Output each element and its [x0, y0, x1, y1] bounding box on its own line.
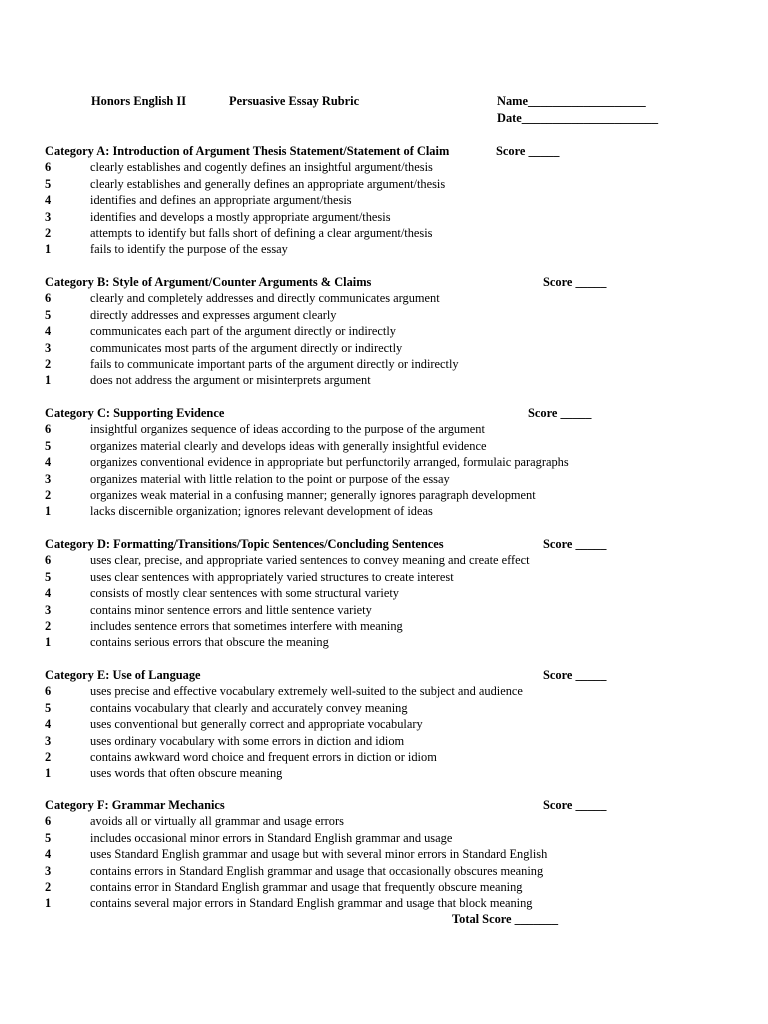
rubric-row — [45, 340, 685, 356]
criterion-text: contains serious errors that obscure the meaning — [90, 635, 329, 650]
rubric-row — [45, 863, 685, 879]
rubric-row — [45, 749, 685, 765]
score-level: 6 — [45, 684, 52, 699]
criterion-text: contains awkward word choice and frequent errors in diction or idiom — [90, 749, 437, 764]
category-b-section — [45, 274, 685, 389]
rubric-row — [45, 487, 685, 503]
score-level: 4 — [45, 586, 52, 601]
score-level: 3 — [45, 340, 52, 355]
score-level: 1 — [45, 635, 52, 650]
criterion-text: uses ordinary vocabulary with some errors in diction and idiom — [90, 733, 405, 748]
score-level: 3 — [45, 209, 52, 224]
total-score: Total Score _______ — [452, 912, 559, 926]
rubric-row — [45, 290, 685, 306]
rubric-row — [45, 569, 685, 585]
score-level: 4 — [45, 193, 52, 208]
score-level: 2 — [45, 487, 52, 502]
criterion-text: includes sentence errors that sometimes interfere with meaning — [90, 618, 403, 633]
course-title: Honors English II — [91, 94, 187, 108]
score-level: 6 — [45, 814, 52, 829]
category-a-section — [45, 143, 685, 258]
rubric-row — [45, 830, 685, 846]
score-level: 1 — [45, 504, 52, 519]
rubric-row — [45, 372, 685, 388]
criterion-text: organizes weak material in a confusing manner; generally ignores paragraph development — [90, 487, 536, 502]
rubric-row — [45, 307, 685, 323]
criterion-text: identifies and defines an appropriate argument/thesis — [90, 193, 352, 208]
category-f-score: Score _____ — [543, 798, 607, 812]
score-level: 1 — [45, 896, 52, 911]
criterion-text: organizes material clearly and develops ideas with generally insightful evidence — [90, 438, 487, 453]
score-level: 5 — [45, 307, 52, 322]
rubric-row — [45, 356, 685, 372]
criterion-text: uses clear, precise, and appropriate varied sentences to convey meaning and create effect — [90, 553, 530, 568]
rubric-row — [45, 765, 685, 781]
category-d-score: Score _____ — [543, 537, 607, 551]
criterion-text: fails to identify the purpose of the essay — [90, 242, 288, 257]
criterion-text: includes occasional minor errors in Standard English grammar and usage — [90, 830, 453, 845]
category-a-title: Category A: Introduction of Argument Thesis Statement/Statement of Claim — [45, 144, 450, 158]
criterion-text: clearly establishes and cogently defines an insightful argument/thesis — [90, 160, 433, 175]
rubric-row — [45, 454, 685, 470]
score-level: 5 — [45, 569, 52, 584]
criterion-text: identifies and develops a mostly appropriate argument/thesis — [90, 209, 391, 224]
rubric-row — [45, 159, 685, 175]
rubric-row — [45, 209, 685, 225]
score-level: 5 — [45, 438, 52, 453]
criterion-text: uses precise and effective vocabulary extremely well-suited to the subject and audience — [90, 684, 523, 699]
criterion-text: contains errors in Standard English grammar and usage that occasionally obscures meaning — [90, 863, 544, 878]
score-level: 2 — [45, 225, 52, 240]
category-f-title: Category F: Grammar Mechanics — [45, 798, 225, 812]
score-level: 6 — [45, 422, 52, 437]
rubric-row — [45, 585, 685, 601]
score-level: 3 — [45, 602, 52, 617]
criterion-text: contains error in Standard English grammar and usage that frequently obscure meaning — [90, 879, 523, 894]
category-e-score: Score _____ — [543, 668, 607, 682]
criterion-text: uses Standard English grammar and usage but with several minor errors in Standard English — [90, 847, 548, 862]
rubric-row — [45, 683, 685, 699]
rubric-row — [45, 879, 685, 895]
rubric-row — [45, 602, 685, 618]
criterion-text: contains several major errors in Standard English grammar and usage that block meaning — [90, 896, 533, 911]
criterion-text: uses conventional but generally correct and appropriate vocabulary — [90, 717, 423, 732]
rubric-row — [45, 438, 685, 454]
category-e-section — [45, 667, 685, 782]
criterion-text: contains minor sentence errors and little sentence variety — [90, 602, 372, 617]
criterion-text: fails to communicate important parts of the argument directly or indirectly — [90, 356, 459, 371]
criterion-text: lacks discernible organization; ignores relevant development of ideas — [90, 504, 433, 519]
category-c-section — [45, 405, 685, 520]
score-level: 1 — [45, 373, 52, 388]
score-level: 4 — [45, 847, 52, 862]
criterion-text: clearly and completely addresses and directly communicates argument — [90, 291, 440, 306]
rubric-row — [45, 618, 685, 634]
score-level: 1 — [45, 242, 52, 257]
score-level: 6 — [45, 291, 52, 306]
rubric-row — [45, 225, 685, 241]
score-level: 2 — [45, 879, 52, 894]
rubric-row — [45, 176, 685, 192]
criterion-text: clearly establishes and generally defines an appropriate argument/thesis — [90, 176, 446, 191]
score-level: 6 — [45, 553, 52, 568]
criterion-text: uses words that often obscure meaning — [90, 766, 283, 781]
rubric-row — [45, 813, 685, 829]
category-d-title: Category D: Formatting/Transitions/Topic Sentences/Concluding Sentences — [45, 537, 444, 551]
criterion-text: organizes conventional evidence in appropriate but perfunctorily arranged, formulaic paragraphs — [90, 455, 569, 470]
rubric-row — [45, 192, 685, 208]
rubric-row — [45, 716, 685, 732]
rubric-row — [45, 552, 685, 568]
rubric-row — [45, 895, 685, 911]
category-e-title: Category E: Use of Language — [45, 668, 201, 682]
category-c-title: Category C: Supporting Evidence — [45, 406, 225, 420]
name-field: Name___________________ — [497, 94, 646, 108]
rubric-row — [45, 503, 685, 519]
category-f-section — [45, 797, 685, 912]
score-level: 3 — [45, 733, 52, 748]
score-level: 5 — [45, 176, 52, 191]
rubric-row — [45, 471, 685, 487]
score-level: 2 — [45, 618, 52, 633]
score-level: 5 — [45, 700, 52, 715]
score-level: 4 — [45, 455, 52, 470]
criterion-text: uses clear sentences with appropriately varied structures to create interest — [90, 569, 454, 584]
category-a-score: Score _____ — [496, 144, 560, 158]
category-b-title: Category B: Style of Argument/Counter Arguments & Claims — [45, 275, 372, 289]
criterion-text: communicates most parts of the argument directly or indirectly — [90, 340, 403, 355]
score-level: 6 — [45, 160, 52, 175]
criterion-text: attempts to identify but falls short of defining a clear argument/thesis — [90, 225, 433, 240]
rubric-row — [45, 323, 685, 339]
category-d-section — [45, 536, 685, 651]
category-c-score: Score _____ — [528, 406, 592, 420]
criterion-text: consists of mostly clear sentences with some structural variety — [90, 586, 399, 601]
score-level: 2 — [45, 749, 52, 764]
rubric-title: Persuasive Essay Rubric — [229, 94, 360, 108]
score-level: 4 — [45, 717, 52, 732]
score-level: 1 — [45, 766, 52, 781]
rubric-row — [45, 634, 685, 650]
score-level: 3 — [45, 471, 52, 486]
criterion-text: does not address the argument or misinterprets argument — [90, 373, 371, 388]
date-field: Date______________________ — [497, 111, 659, 125]
criterion-text: contains vocabulary that clearly and accurately convey meaning — [90, 700, 408, 715]
score-level: 4 — [45, 324, 52, 339]
rubric-row — [45, 846, 685, 862]
rubric-row — [45, 421, 685, 437]
rubric-row — [45, 241, 685, 257]
criterion-text: directly addresses and expresses argument clearly — [90, 307, 337, 322]
score-level: 3 — [45, 863, 52, 878]
score-level: 5 — [45, 830, 52, 845]
criterion-text: insightful organizes sequence of ideas according to the purpose of the argument — [90, 422, 485, 437]
rubric-row — [45, 700, 685, 716]
criterion-text: organizes material with little relation to the point or purpose of the essay — [90, 471, 450, 486]
category-b-score: Score _____ — [543, 275, 607, 289]
rubric-row — [45, 733, 685, 749]
score-level: 2 — [45, 356, 52, 371]
criterion-text: communicates each part of the argument directly or indirectly — [90, 324, 396, 339]
criterion-text: avoids all or virtually all grammar and usage errors — [90, 814, 344, 829]
